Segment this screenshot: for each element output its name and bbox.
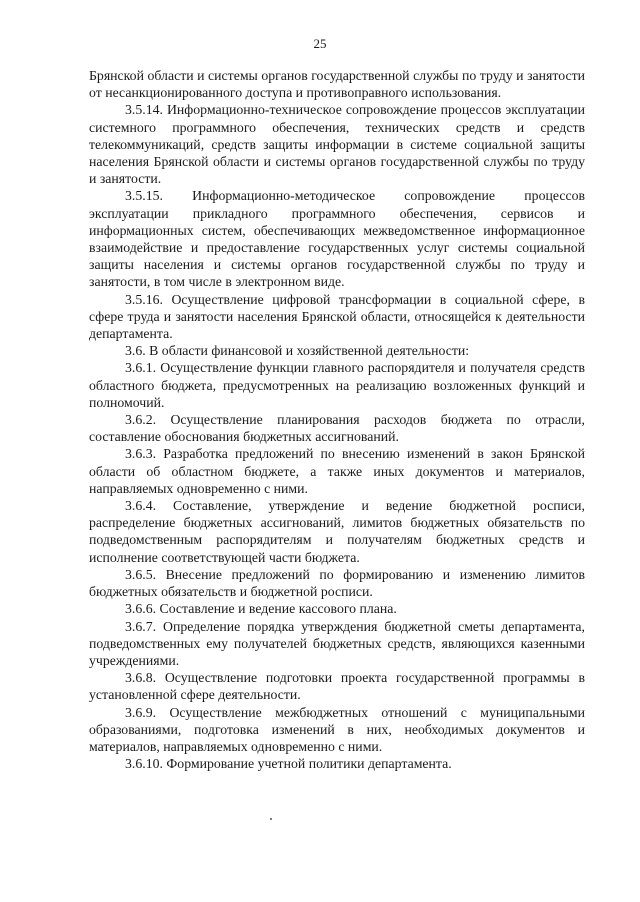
paragraph-3-6-9: 3.6.9. Осуществление межбюджетных отношений с муниципальными образованиями, подготовка изменений в них, необходимых документов и материалов, направляемых одновременно с ними. <box>89 704 585 754</box>
paragraph-3-6-1: 3.6.1. Осуществление функции главного распорядителя и получателя средств областного бюджета, предусмотренных на реализацию возложенных функций и полномочий. <box>89 360 585 410</box>
page-number: 25 <box>313 36 327 51</box>
paragraph-3-6-3: 3.6.3. Разработка предложений по внесению изменений в закон Брянской области об областном бюджете, а также иных документов и материалов, направляемых одновременно с ними. <box>89 446 585 496</box>
paragraph-3-6-8: 3.6.8. Осуществление подготовки проекта государственной программы в установленной сфере деятельности. <box>89 670 585 703</box>
paragraph-3-6-10: 3.6.10. Формирование учетной политики департамента. <box>125 756 452 772</box>
paragraph-3-6-6: 3.6.6. Составление и ведение кассового плана. <box>125 601 397 617</box>
paragraph-continuation: Брянской области и системы органов государственной службы по труду и занятости от несанкционированного доступа и противоправного использования. <box>89 68 585 101</box>
paragraph-3-6: 3.6. В области финансовой и хозяйственной деятельности: <box>125 343 470 359</box>
paragraph-3-6-5: 3.6.5. Внесение предложений по формированию и изменению лимитов бюджетных обязательств и бюджетной росписи. <box>89 566 585 600</box>
scan-speck <box>270 818 272 820</box>
document-body <box>89 67 585 772</box>
paragraph-3-6-2: 3.6.2. Осуществление планирования расходов бюджета по отрасли, составление обоснования бюджетных ассигнований. <box>89 412 585 445</box>
paragraph-3-6-4: 3.6.4. Составление, утверждение и ведение бюджетной росписи, распределение бюджетных ассигнований, лимитов бюджетных обязательств по подведомственным распорядителям и получателям бюджетных средств и исполнение соответствующей части бюджета. <box>89 498 585 565</box>
paragraph-3-6-7: 3.6.7. Определение порядка утверждения бюджетной сметы департамента, подведомственных ему получателей бюджетных средств, являющихся казенными учреждениями. <box>89 618 585 668</box>
paragraph-3-5-14: 3.5.14. Информационно-техническое сопровождение процессов эксплуатации системного программного обеспечения, технических средств и средств телекоммуникаций, средств защиты информации в системе социальной защиты населения Брянской области и системы органов государственной службы по труду и занятости. <box>89 102 585 187</box>
paragraph-3-5-15: 3.5.15. Информационно-методическое сопровождение процессов эксплуатации прикладного программного обеспечения, сервисов и информационных систем, обеспечивающих межведомственное информационное взаимодействие и предоставление государственных услуг системы социальной защиты населения и системы органов государственной службы по труду и занятости, в том числе в электронном виде. <box>89 188 585 290</box>
paragraph-3-5-16: 3.5.16. Осуществление цифровой трансформации в социальной сфере, в сфере труда и занятости населения Брянской области, относящейся к деятельности департамента. <box>89 291 585 342</box>
